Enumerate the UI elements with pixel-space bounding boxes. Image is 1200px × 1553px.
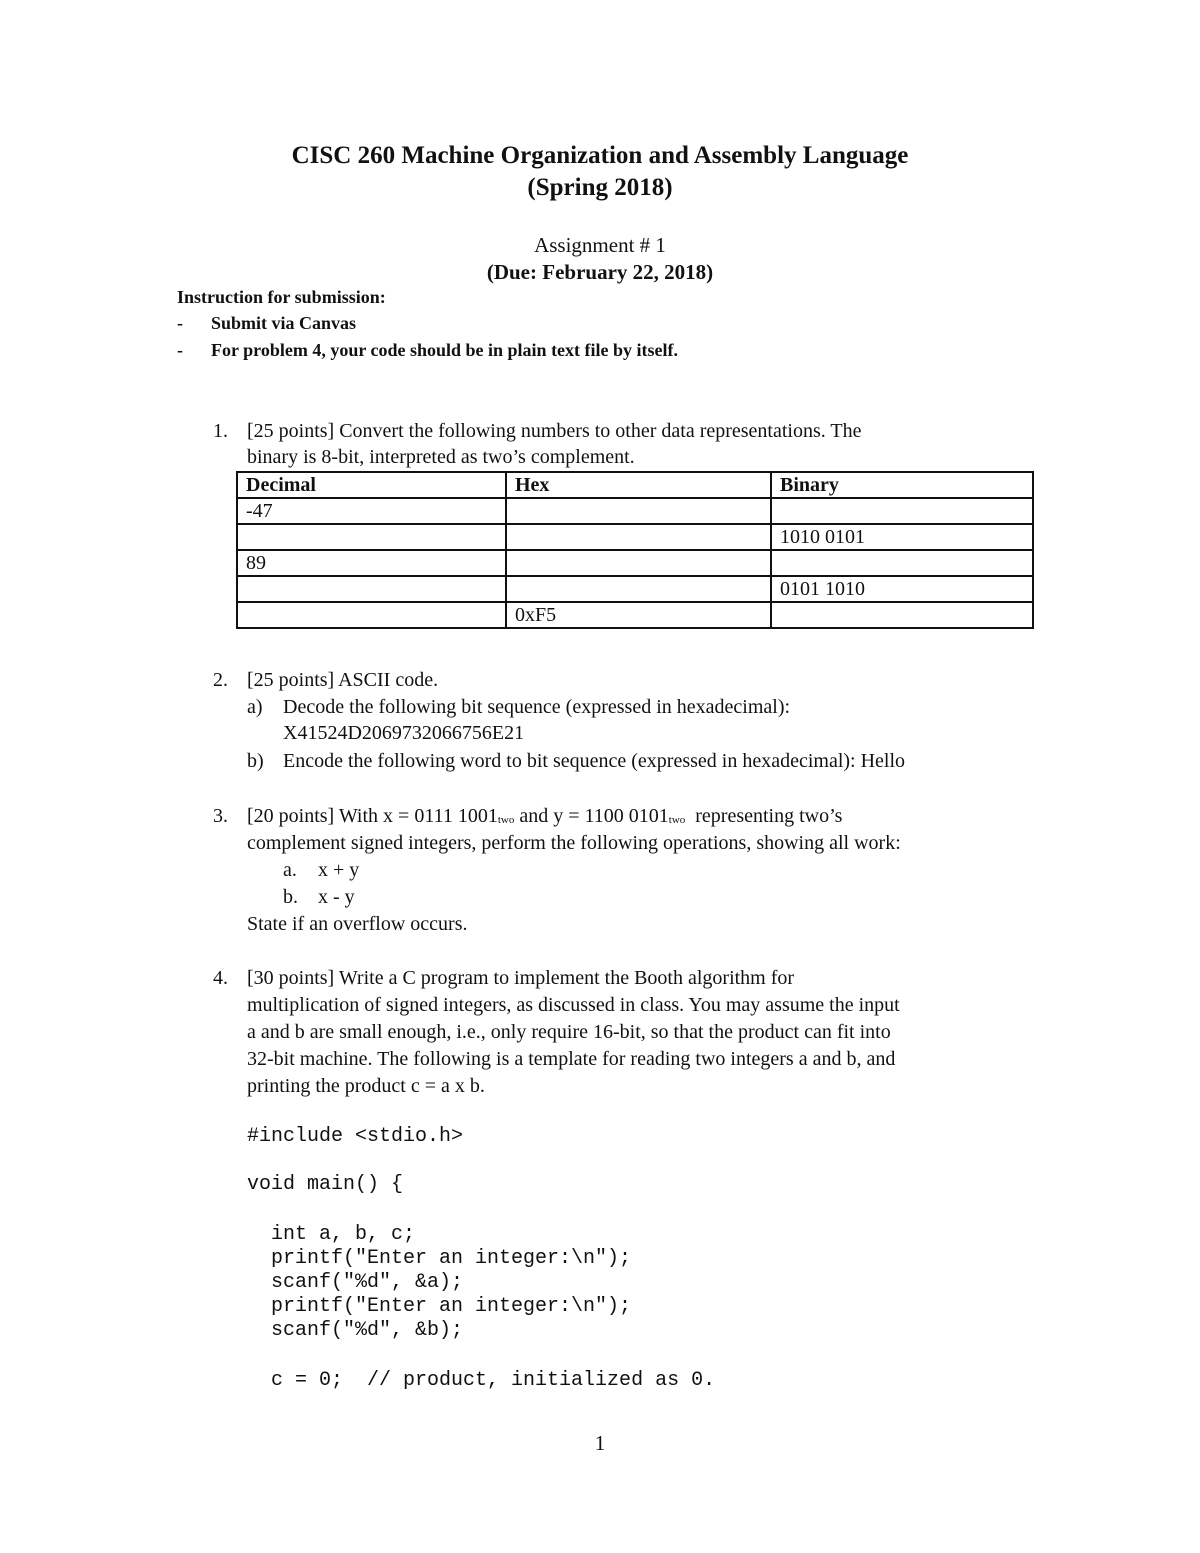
table-cell (237, 524, 506, 550)
instruction-bullet: - (177, 340, 183, 360)
table-cell (771, 498, 1033, 524)
table-cell: 0xF5 (506, 602, 771, 628)
table-row (237, 524, 1033, 550)
table-cell: 89 (237, 550, 506, 576)
table-cell (771, 550, 1033, 576)
subpart-label: a) (247, 696, 263, 718)
subscript: two (497, 814, 515, 826)
problem3-text-part: representing two’s (685, 805, 843, 827)
table-cell: -47 (237, 498, 506, 524)
instructions-heading: Instruction for submission: (177, 287, 386, 307)
table-cell: 1010 0101 (771, 524, 1033, 550)
code-line: scanf("%d", &a); (247, 1271, 464, 1294)
operation-text: x - y (318, 886, 355, 908)
problem3-text-part: and y = 1100 0101 (514, 805, 669, 827)
problem4-text-line: printing the product c = a x b. (247, 1075, 485, 1097)
problem4-text-line: multiplication of signed integers, as discussed in class. You may assume the input (247, 994, 900, 1016)
table-cell (506, 576, 771, 602)
problem2-b-text: Encode the following word to bit sequence (expressed in hexadecimal): Hello (283, 750, 906, 772)
table-cell (237, 602, 506, 628)
table-cell: 0101 1010 (771, 576, 1033, 602)
table-header-cell: Decimal (237, 472, 506, 498)
problem3-text-line: State if an overflow occurs. (247, 913, 468, 935)
problem-number: 1. (213, 420, 228, 442)
code-line: printf("Enter an integer:\n"); (247, 1295, 632, 1318)
problem3-text-part: [20 points] With x = 0111 1001 (247, 805, 498, 827)
table-cell (506, 498, 771, 524)
problem3-text-line: complement signed integers, perform the following operations, showing all work: (247, 832, 901, 854)
instruction-bullet: - (177, 313, 183, 333)
problem-number: 3. (213, 805, 228, 827)
problem-number: 4. (213, 967, 228, 989)
subscript: two (668, 814, 686, 826)
problem4-text-line: 32-bit machine. The following is a template for reading two integers a and b, and (247, 1048, 896, 1070)
page-number: 1 (594, 1431, 606, 1455)
problem1-text-line: binary is 8-bit, interpreted as two’s complement. (247, 446, 635, 468)
table-row (237, 602, 1033, 628)
assignment-number: Assignment # 1 (534, 233, 666, 257)
due-date: (Due: February 22, 2018) (486, 260, 714, 284)
code-line: void main() { (247, 1173, 404, 1196)
code-line: int a, b, c; (247, 1223, 416, 1246)
table-cell (506, 550, 771, 576)
semester-subtitle: (Spring 2018) (527, 174, 673, 201)
table-row (237, 550, 1033, 576)
problem4-text-line: [30 points] Write a C program to implement the Booth algorithm for (247, 967, 795, 989)
table-header-cell: Hex (506, 472, 771, 498)
code-line: c = 0; // product, initialized as 0. (247, 1369, 716, 1392)
table-cell (771, 602, 1033, 628)
problem-number: 2. (213, 669, 228, 691)
instruction-item: For problem 4, your code should be in plain text file by itself. (211, 340, 679, 360)
conversion-table (236, 471, 1034, 629)
code-line: scanf("%d", &b); (247, 1319, 464, 1342)
code-line: #include <stdio.h> (247, 1125, 464, 1148)
problem1-text-line: [25 points] Convert the following numbers to other data representations. The (247, 420, 862, 442)
table-cell (237, 576, 506, 602)
problem2-text-line: [25 points] ASCII code. (247, 669, 439, 691)
document-title: CISC 260 Machine Organization and Assembly Language (291, 142, 909, 169)
operation-text: x + y (318, 859, 360, 881)
instruction-item: Submit via Canvas (211, 313, 357, 333)
subpart-label: b. (283, 886, 298, 908)
problem3-text-line (247, 805, 842, 828)
problem4-text-line: a and b are small enough, i.e., only require 16-bit, so that the product can fit into (247, 1021, 891, 1043)
subpart-label: a. (283, 859, 297, 881)
hex-sequence: X41524D2069732066756E21 (283, 722, 525, 744)
code-line: printf("Enter an integer:\n"); (247, 1247, 632, 1270)
table-cell (506, 524, 771, 550)
table-row (237, 576, 1033, 602)
subpart-label: b) (247, 750, 264, 772)
table-row (237, 498, 1033, 524)
problem2-a-text: Decode the following bit sequence (expressed in hexadecimal): (283, 696, 791, 718)
table-header-cell: Binary (771, 472, 1033, 498)
table-header-row (237, 472, 1033, 498)
